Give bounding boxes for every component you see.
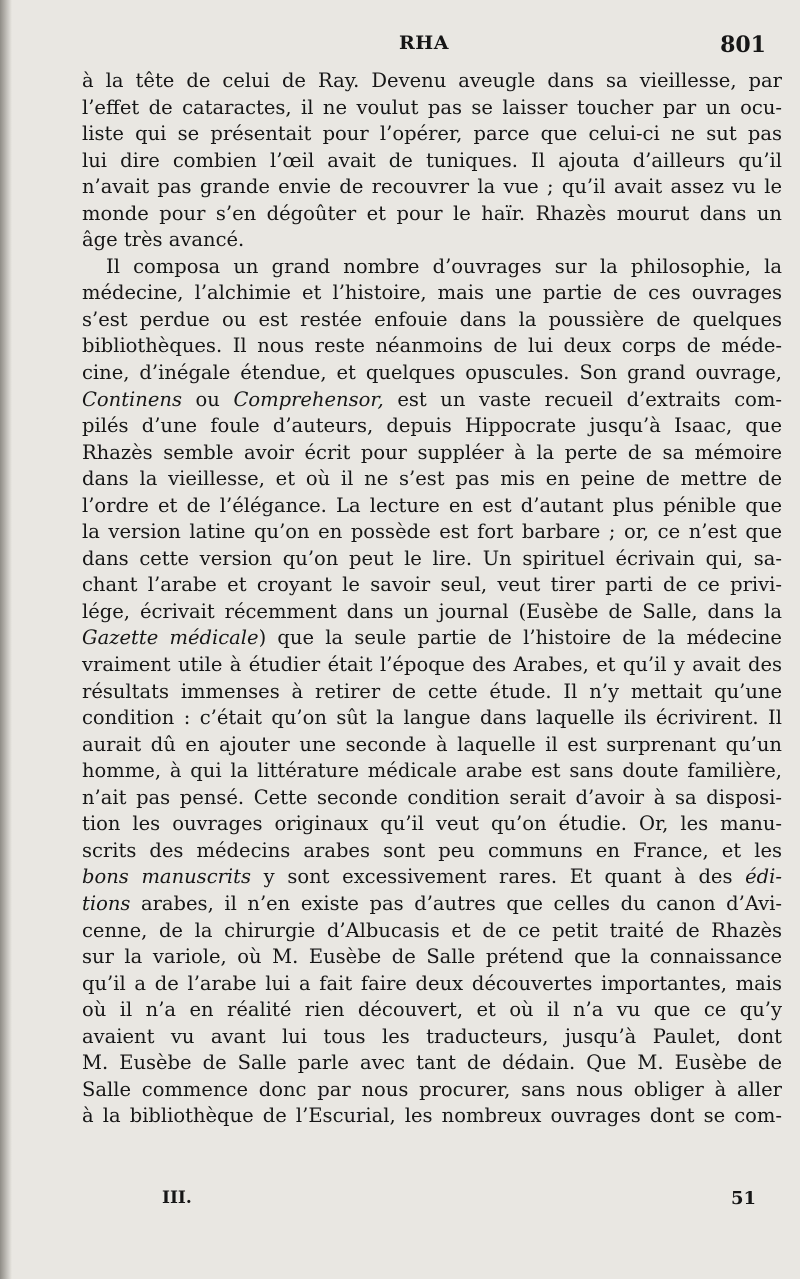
italic-text: Gazette médicale <box>82 626 259 650</box>
text-run: la version latine qu’on en possède est fort barbare ; or, ce n’est que <box>82 520 782 544</box>
text-line <box>82 227 782 254</box>
text-line <box>82 599 782 626</box>
text-line <box>82 1077 782 1104</box>
text-run: ou <box>181 387 234 411</box>
text-line <box>82 971 782 998</box>
text-line <box>82 997 782 1024</box>
text-line <box>82 891 782 918</box>
text-line <box>82 758 782 785</box>
page-number: 801 <box>720 32 766 58</box>
text-line <box>82 148 782 175</box>
text-run: Il composa un grand nombre d’ouvrages sur la philosophie, la <box>106 254 782 278</box>
text-run: y sont excessivement rares. Et quant à des <box>251 865 746 889</box>
italic-text: édi- <box>745 865 782 889</box>
text-line <box>82 1050 782 1077</box>
text-run: à la bibliothèque de l’Escurial, les nombreux ouvrages dont se com- <box>82 1104 782 1128</box>
text-run: chant l’arabe et croyant le savoir seul, veut tirer parti de ce privi- <box>82 573 782 597</box>
text-line <box>82 174 782 201</box>
text-line <box>82 519 782 546</box>
text-line <box>82 732 782 759</box>
body-text <box>82 68 782 1130</box>
text-line <box>82 838 782 865</box>
text-line <box>82 679 782 706</box>
text-line <box>82 201 782 228</box>
signature-mark-gathering: 51 <box>730 1188 756 1209</box>
text-run: dans la vieillesse, et où il ne s’est pas mis en peine de mettre de <box>82 467 782 491</box>
text-line <box>82 944 782 971</box>
text-line <box>82 1024 782 1051</box>
text-run: vraiment utile à étudier était l’époque des Arabes, et qu’il y avait des <box>82 653 782 677</box>
italic-text: Continens <box>82 387 182 411</box>
text-run: lége, écrivait récemment dans un journal (Eusèbe de Salle, dans la <box>82 599 782 623</box>
text-run: M. Eusèbe de Salle parle avec tant de dédain. Que M. Eusèbe de <box>82 1051 782 1075</box>
text-run: médecine, l’alchimie et l’histoire, mais une partie de ces ouvrages <box>82 281 782 305</box>
text-run: n’ait pas pensé. Cette seconde condition serait d’avoir à sa disposi- <box>82 785 782 809</box>
text-line <box>82 387 782 414</box>
text-run: lui dire combien l’œil avait de tuniques. Il ajouta d’ailleurs qu’il <box>82 148 782 172</box>
text-line <box>82 1103 782 1130</box>
text-line <box>82 466 782 493</box>
text-run: âge très avancé. <box>82 228 245 252</box>
text-line <box>82 254 782 281</box>
text-line <box>82 705 782 732</box>
text-run: dans cette version qu’on peut le lire. Un spirituel écrivain qui, sa- <box>82 546 782 570</box>
text-line <box>82 413 782 440</box>
running-head <box>82 32 766 62</box>
signature-mark-volume: III. <box>162 1188 192 1208</box>
text-run: s’est perdue ou est restée enfouie dans la poussière de quelques <box>82 307 782 331</box>
text-line <box>82 360 782 387</box>
text-run: à la tête de celui de Ray. Devenu aveugle dans sa vieillesse, par <box>82 69 782 92</box>
text-run: ) que la seule partie de l’histoire de la médecine <box>258 626 782 650</box>
text-line <box>82 68 782 95</box>
text-run: pilés d’une foule d’auteurs, depuis Hippocrate jusqu’à Isaac, que <box>82 414 782 438</box>
text-run: scrits des médecins arabes sont peu communs en France, et les <box>82 838 782 862</box>
text-run: Rhazès semble avoir écrit pour suppléer à la perte de sa mémoire <box>82 440 782 464</box>
page-gutter-shadow <box>0 0 12 1279</box>
italic-text: tions <box>82 891 131 915</box>
text-line <box>82 918 782 945</box>
text-run: avaient vu avant lui tous les traducteurs, jusqu’à Paulet, dont <box>82 1024 782 1048</box>
text-run: l’effet de cataractes, il ne voulut pas se laisser toucher par un ocu- <box>82 95 782 119</box>
text-run: homme, à qui la littérature médicale arabe est sans doute familière, <box>82 759 782 783</box>
text-line <box>82 546 782 573</box>
text-run: l’ordre et de l’élégance. La lecture en est d’autant plus pénible que <box>82 493 782 517</box>
text-line <box>82 95 782 122</box>
italic-text: bons manuscrits <box>82 865 252 889</box>
text-run: aurait dû en ajouter une seconde à laquelle il est surprenant qu’un <box>82 732 782 756</box>
text-run: liste qui se présentait pour l’opérer, parce que celui-ci ne sut pas <box>82 122 782 146</box>
text-line <box>82 493 782 520</box>
running-head-title: RHA <box>399 32 449 54</box>
text-line <box>82 280 782 307</box>
text-run: cenne, de la chirurgie d’Albucasis et de ce petit traité de Rhazès <box>82 918 782 942</box>
text-run: qu’il a de l’arabe lui a fait faire deux découvertes importantes, mais <box>82 971 782 995</box>
text-line <box>82 864 782 891</box>
text-run: Salle commence donc par nous procurer, sans nous obliger à aller <box>82 1077 782 1101</box>
text-run: arabes, il n’en existe pas d’autres que celles du canon d’Avi- <box>130 891 782 915</box>
text-line <box>82 121 782 148</box>
text-line <box>82 333 782 360</box>
text-run: résultats immenses à retirer de cette étude. Il n’y mettait qu’une <box>82 679 782 703</box>
page-footer <box>82 1188 766 1214</box>
text-run: condition : c’était qu’on sût la langue dans laquelle ils écrivirent. Il <box>82 706 782 730</box>
text-run: monde pour s’en dégoûter et pour le haïr. Rhazès mourut dans un <box>82 201 782 225</box>
text-line <box>82 572 782 599</box>
text-run: bibliothèques. Il nous reste néanmoins de lui deux corps de méde- <box>82 334 782 358</box>
text-run: n’avait pas grande envie de recouvrer la vue ; qu’il avait assez vu le <box>82 175 782 199</box>
text-run: sur la variole, où M. Eusèbe de Salle prétend que la connaissance <box>82 945 782 969</box>
text-run: tion les ouvrages originaux qu’il veut qu’on étudie. Or, les manu- <box>82 812 782 836</box>
text-line <box>82 785 782 812</box>
text-run: est un vaste recueil d’extraits com- <box>383 387 782 411</box>
text-line <box>82 440 782 467</box>
text-line <box>82 811 782 838</box>
text-line <box>82 307 782 334</box>
text-run: cine, d’inégale étendue, et quelques opuscules. Son grand ouvrage, <box>82 361 782 385</box>
text-line <box>82 652 782 679</box>
text-run: où il n’a en réalité rien découvert, et où il n’a vu que ce qu’y <box>82 998 782 1022</box>
text-line <box>82 625 782 652</box>
italic-text: Comprehensor, <box>233 387 384 411</box>
